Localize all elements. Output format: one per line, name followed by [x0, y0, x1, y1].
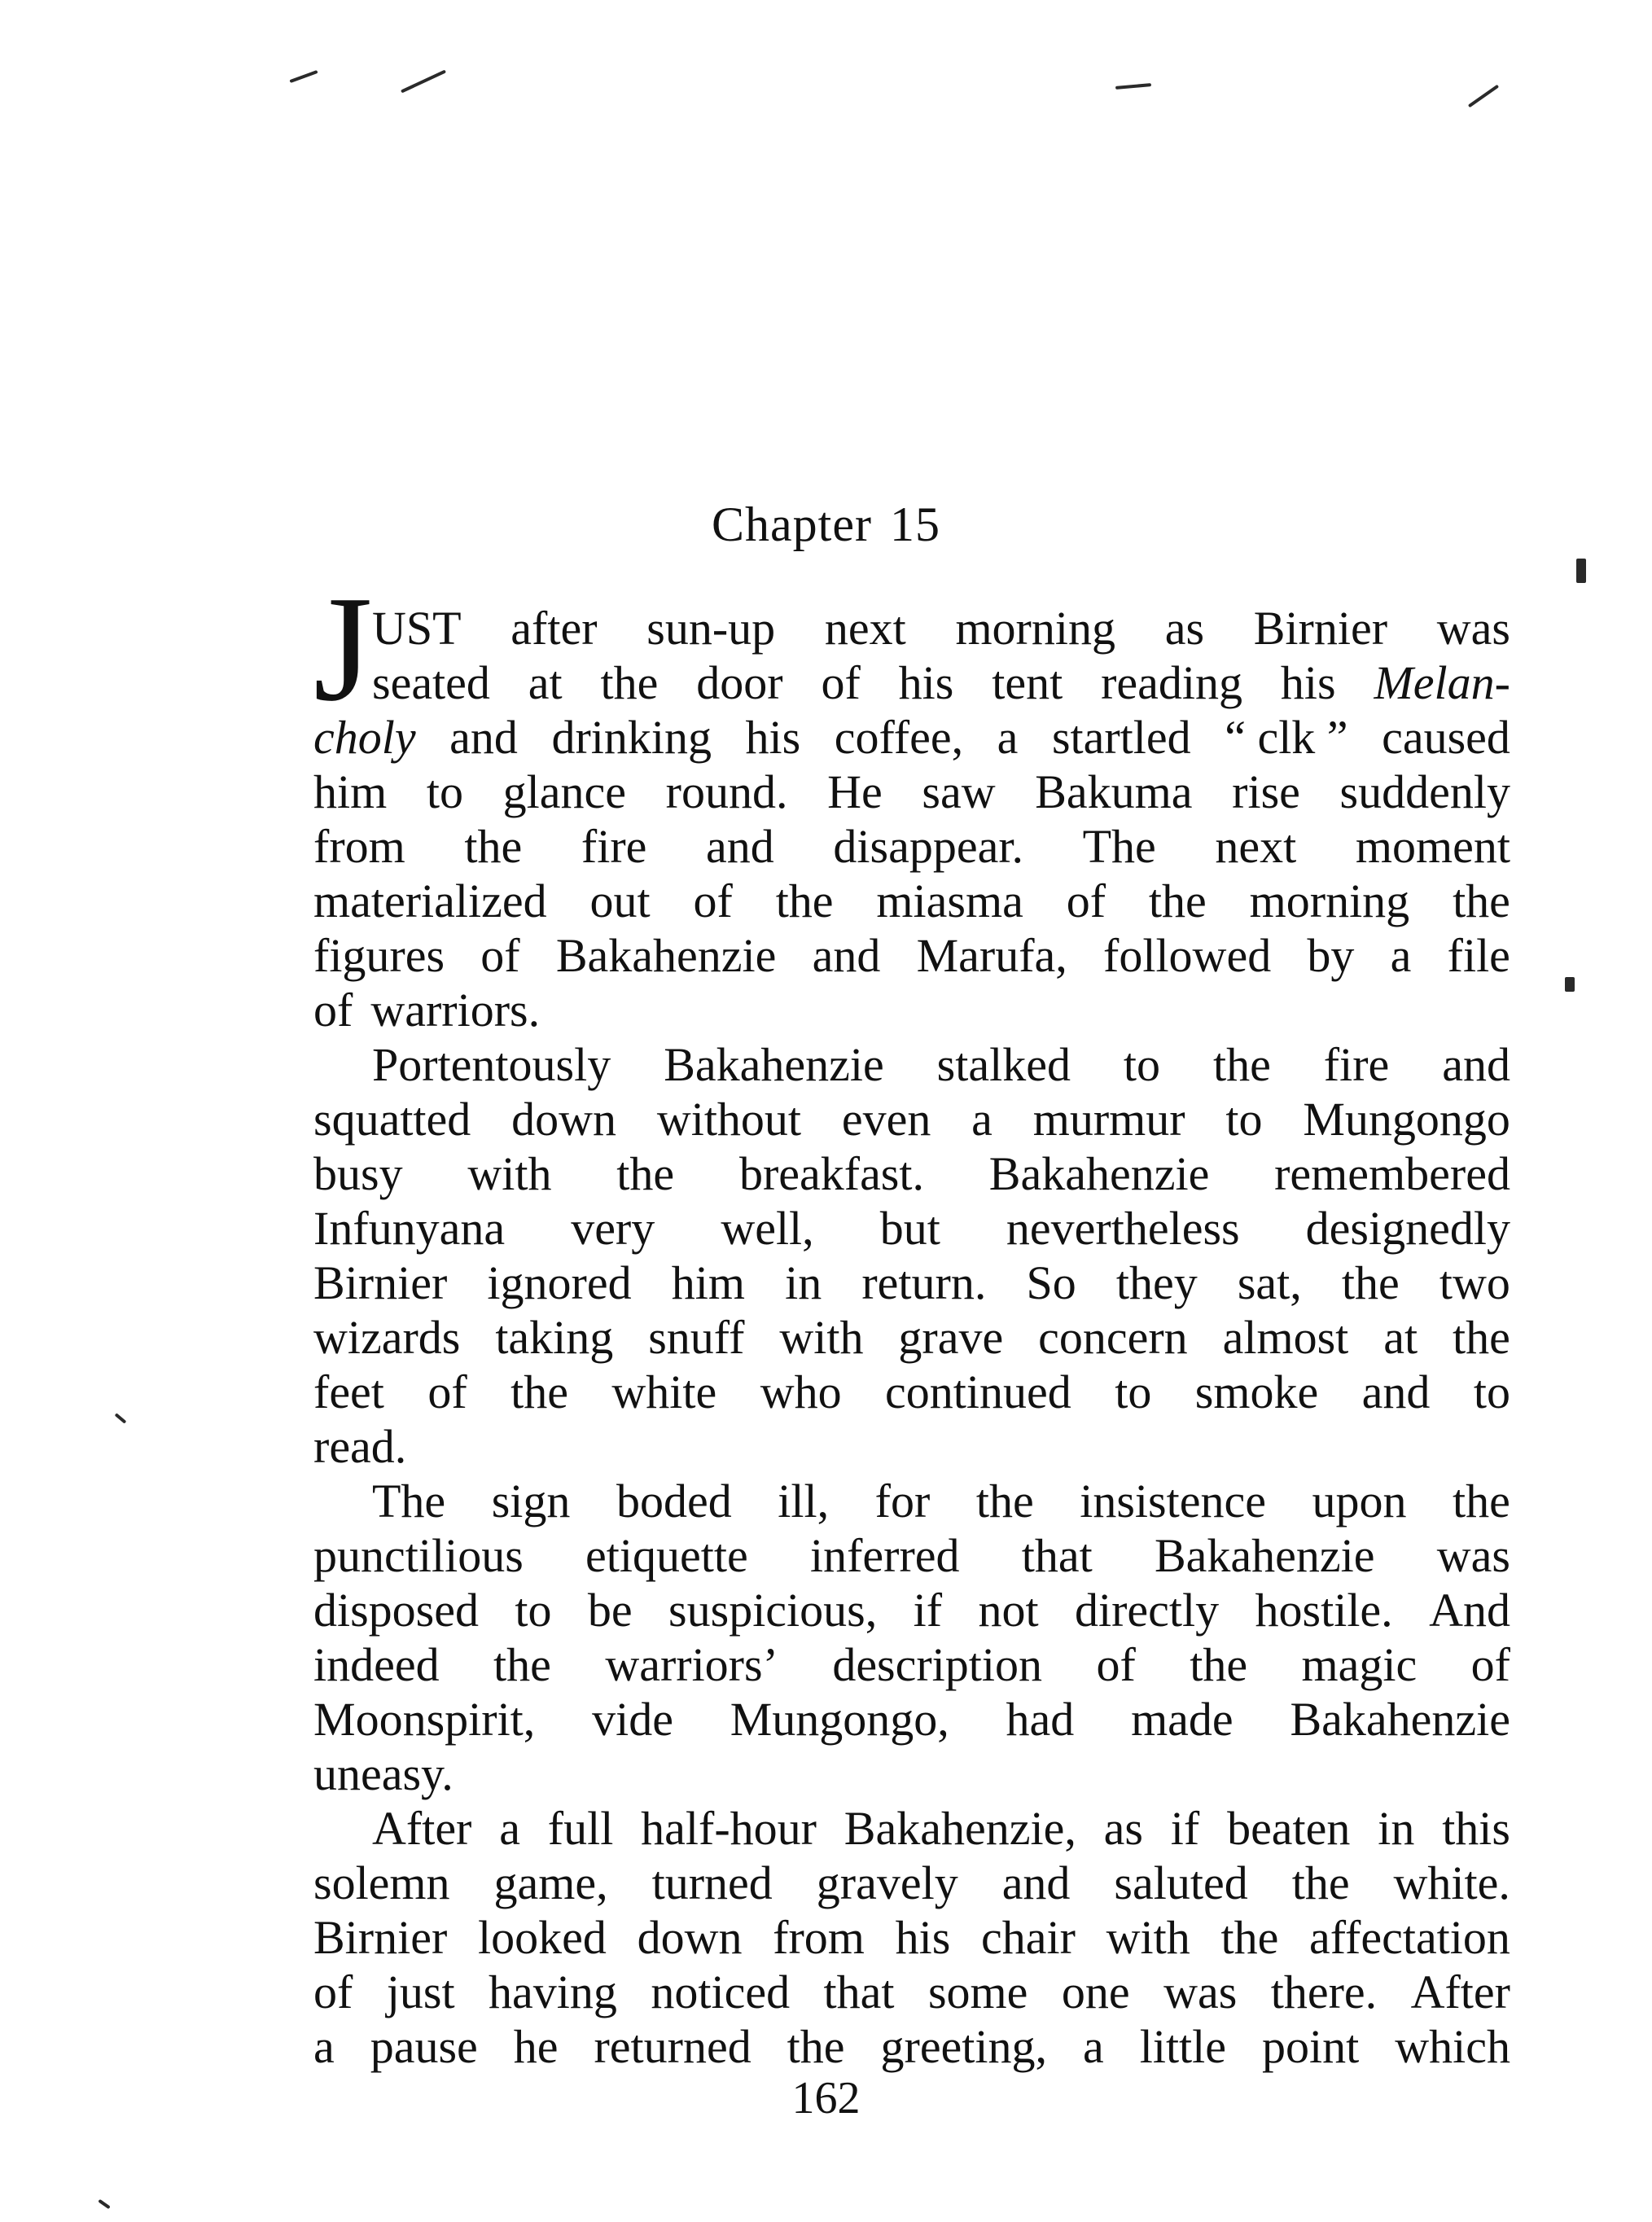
word: after: [510, 602, 598, 655]
word: one: [1061, 1966, 1130, 2018]
word: Birnier: [313, 1911, 448, 1964]
word: made: [1131, 1693, 1234, 1746]
text-line: [313, 710, 1510, 765]
text-line: [313, 1037, 1510, 1092]
word: they: [1115, 1256, 1198, 1309]
word: at: [1383, 1311, 1418, 1364]
word: rise: [1232, 765, 1300, 818]
word: a: [997, 711, 1019, 764]
word: greeting,: [880, 2020, 1048, 2073]
word: indeed: [313, 1638, 440, 1691]
word: the: [1220, 1911, 1279, 1964]
word: directly: [1074, 1584, 1220, 1637]
word: uneasy.: [313, 1747, 454, 1800]
word: the: [1212, 1038, 1271, 1091]
word: Marufa,: [916, 929, 1067, 982]
word: that: [1021, 1529, 1093, 1582]
word: having: [489, 1966, 617, 2018]
word: and: [1442, 1038, 1510, 1091]
word: etiquette: [585, 1529, 748, 1582]
word: murmur: [1032, 1093, 1185, 1146]
text-line: [313, 1474, 1510, 1528]
word: of: [480, 929, 520, 982]
word: inferred: [809, 1529, 960, 1582]
text-line: [313, 601, 1510, 655]
word: out: [589, 874, 651, 927]
word: the: [1148, 874, 1207, 927]
word: down: [511, 1093, 616, 1146]
word: by: [1307, 929, 1355, 982]
word: not: [978, 1584, 1039, 1637]
word: glance: [502, 765, 626, 818]
word: and: [812, 929, 881, 982]
scan-speck: [115, 1413, 127, 1423]
word: Bakahenzie: [664, 1038, 884, 1091]
word: the: [1190, 1638, 1248, 1691]
text-line: [313, 1910, 1510, 1965]
text-line: [313, 874, 1510, 928]
word: affectation: [1309, 1911, 1510, 1964]
word: of: [313, 984, 353, 1036]
word: the: [1453, 1475, 1510, 1527]
text-line: [313, 928, 1510, 983]
word: read.: [313, 1420, 407, 1473]
word: half-hour: [641, 1802, 817, 1855]
word: Bakahenzie: [1155, 1529, 1375, 1582]
scan-speck: [1565, 977, 1575, 992]
word: he: [513, 2020, 559, 2073]
text-line: [313, 1419, 1510, 1474]
word: and: [706, 820, 774, 873]
word: the: [775, 874, 834, 927]
word: and: [1001, 1856, 1071, 1909]
text-line: [313, 655, 1510, 710]
word: grave: [898, 1311, 1004, 1364]
word: punctilious: [313, 1529, 524, 1582]
word: the: [493, 1638, 551, 1691]
word: a: [1083, 2020, 1104, 2073]
word: sun-up: [646, 602, 776, 655]
word: sign: [491, 1475, 571, 1527]
word: of: [1066, 874, 1106, 927]
word: of: [427, 1365, 467, 1418]
word: insistence: [1080, 1475, 1266, 1527]
word: Moonspirit,: [313, 1693, 536, 1746]
text-line: [313, 1746, 1510, 1801]
text-line: [313, 1092, 1510, 1146]
word: door: [696, 656, 783, 709]
word: file: [1447, 929, 1510, 982]
scan-speck: [1576, 559, 1586, 583]
text-line: [313, 1528, 1510, 1583]
word: and: [449, 711, 518, 764]
word: squatted: [313, 1093, 471, 1146]
word: without: [656, 1093, 802, 1146]
word: continued: [885, 1365, 1071, 1418]
word: Melan-: [1374, 656, 1510, 709]
word: So: [1026, 1256, 1076, 1309]
word: Infunyana: [313, 1202, 506, 1255]
word: warriors’: [605, 1638, 778, 1691]
word: of: [821, 656, 861, 709]
word: to: [1123, 1038, 1161, 1091]
word: next: [1215, 820, 1297, 873]
word: to: [1473, 1365, 1510, 1418]
word: a: [499, 1802, 520, 1855]
word: was: [1436, 1529, 1510, 1582]
word: who: [760, 1365, 842, 1418]
word: Birnier: [1253, 602, 1388, 655]
word: fire: [581, 820, 647, 873]
word: solemn: [313, 1856, 450, 1909]
word: busy: [313, 1147, 403, 1200]
chapter-number: 15: [889, 497, 940, 551]
word: drinking: [551, 711, 712, 764]
word: and: [1361, 1365, 1431, 1418]
word: snuff: [648, 1311, 745, 1364]
word: the: [1453, 1311, 1510, 1364]
word: warriors.: [370, 984, 541, 1036]
text-line: [313, 1856, 1510, 1910]
word: nevertheless: [1006, 1202, 1240, 1255]
scan-speck: [1468, 85, 1499, 108]
word: which: [1395, 2020, 1510, 2073]
text-line: [313, 983, 1510, 1037]
word: a: [1390, 929, 1412, 982]
text-line: [313, 1146, 1510, 1201]
word: the: [1453, 874, 1510, 927]
word: of: [313, 1966, 353, 2018]
word: the: [1341, 1256, 1400, 1309]
word: to: [1115, 1365, 1152, 1418]
word: round.: [665, 765, 788, 818]
word: this: [1442, 1802, 1510, 1855]
word: just: [386, 1966, 455, 2018]
word: for: [874, 1475, 931, 1527]
word: down: [637, 1911, 743, 1964]
text-line: [313, 1637, 1510, 1692]
text-line: [313, 1801, 1510, 1856]
word: to: [1225, 1093, 1263, 1146]
word: some: [927, 1966, 1028, 2018]
word: ill,: [778, 1475, 830, 1527]
word: of: [693, 874, 733, 927]
word: concern: [1038, 1311, 1188, 1364]
text-line: [313, 1256, 1510, 1310]
text-line: [313, 1310, 1510, 1365]
word: saluted: [1114, 1856, 1248, 1909]
word: coffee,: [834, 711, 964, 764]
word: be: [587, 1584, 633, 1637]
word: Bakahenzie: [988, 1147, 1210, 1200]
word: After: [1410, 1966, 1510, 2018]
word: suspicious,: [668, 1584, 878, 1637]
word: noticed: [651, 1966, 791, 2018]
text-line: [313, 819, 1510, 874]
word: in: [785, 1256, 822, 1309]
word: the: [600, 656, 659, 709]
word: chair: [981, 1911, 1076, 1964]
word: breakfast.: [738, 1147, 924, 1200]
word: boded: [616, 1475, 732, 1527]
text-line: [313, 1965, 1510, 2019]
word: Bakahenzie: [555, 929, 777, 982]
word: And: [1429, 1584, 1510, 1637]
word: morning: [1249, 874, 1410, 927]
word: He: [827, 765, 883, 818]
word: the: [787, 2020, 845, 2073]
text-line: [313, 1201, 1510, 1256]
word: very: [571, 1202, 655, 1255]
word: vide: [592, 1693, 673, 1746]
word: with: [467, 1147, 552, 1200]
page-number: 162: [791, 2073, 861, 2123]
word: turned: [651, 1856, 773, 1909]
word: as: [1103, 1802, 1143, 1855]
word: moment: [1355, 820, 1510, 873]
chapter-label: Chapter: [712, 497, 872, 551]
word: wizards: [313, 1311, 461, 1364]
word: even: [841, 1093, 931, 1146]
word: gravely: [816, 1856, 958, 1909]
word: Bakahenzie,: [844, 1802, 1076, 1855]
word: sat,: [1237, 1256, 1302, 1309]
word: caused: [1382, 711, 1510, 764]
word: of: [1470, 1638, 1510, 1691]
word: stalked: [936, 1038, 1071, 1091]
word: materialized: [313, 874, 547, 927]
word: figures: [313, 929, 445, 982]
word: well,: [721, 1202, 814, 1255]
word: “ clk ”: [1225, 711, 1348, 764]
word: tent: [992, 656, 1063, 709]
word: to: [426, 765, 463, 818]
word: the: [616, 1147, 675, 1200]
word: miasma: [876, 874, 1023, 927]
word: taking: [495, 1311, 614, 1364]
scan-speck: [98, 2199, 110, 2209]
word: two: [1439, 1256, 1510, 1309]
word: almost: [1222, 1311, 1349, 1364]
word: was: [1436, 602, 1510, 655]
word: of: [1096, 1638, 1136, 1691]
word: white.: [1393, 1856, 1510, 1909]
word: little: [1139, 2020, 1227, 2073]
word: Bakahenzie: [1290, 1693, 1510, 1746]
text-line: [313, 2019, 1510, 2074]
body-text: [313, 601, 1510, 2074]
word: at: [528, 656, 563, 709]
word: if: [913, 1584, 943, 1637]
word: choly: [313, 711, 416, 764]
word: disappear.: [833, 820, 1023, 873]
word: saw: [922, 765, 996, 818]
word: him: [313, 765, 388, 818]
word: there.: [1270, 1966, 1378, 2018]
word: in: [1378, 1802, 1415, 1855]
scan-speck: [401, 70, 446, 94]
word: a: [313, 2020, 335, 2073]
word: remembered: [1274, 1147, 1510, 1200]
word: suddenly: [1339, 765, 1510, 818]
scan-speck: [1115, 83, 1151, 90]
word: return.: [861, 1256, 987, 1309]
word: his: [895, 1911, 951, 1964]
word: full: [547, 1802, 614, 1855]
word: The: [1082, 820, 1156, 873]
word: UST: [372, 602, 462, 655]
word: magic: [1301, 1638, 1418, 1691]
word: the: [975, 1475, 1034, 1527]
text-line: [313, 1692, 1510, 1746]
scan-speck: [289, 70, 318, 83]
word: feet: [313, 1365, 384, 1418]
word: followed: [1103, 929, 1272, 982]
word: upon: [1312, 1475, 1407, 1527]
word: the: [1291, 1856, 1350, 1909]
word: his: [745, 711, 801, 764]
word: returned: [594, 2020, 752, 2073]
word: white: [611, 1365, 717, 1418]
drop-cap: J: [313, 565, 373, 733]
text-line: [313, 1583, 1510, 1637]
word: next: [824, 602, 906, 655]
word: from: [773, 1911, 865, 1964]
word: ignored: [487, 1256, 632, 1309]
word: to: [515, 1584, 552, 1637]
chapter-heading: [0, 497, 1652, 553]
text-line: [313, 1365, 1510, 1419]
word: had: [1006, 1693, 1075, 1746]
word: Mungongo,: [730, 1693, 949, 1746]
word: him: [671, 1256, 745, 1309]
word: pause: [370, 2020, 478, 2073]
word: Mungongo: [1303, 1093, 1510, 1146]
word: point: [1262, 2020, 1360, 2073]
word: the: [464, 820, 523, 873]
word: a: [971, 1093, 993, 1146]
word: smoke: [1194, 1365, 1319, 1418]
word: designedly: [1305, 1202, 1510, 1255]
word: the: [510, 1365, 568, 1418]
word: but: [879, 1202, 940, 1255]
word: with: [779, 1311, 864, 1364]
word: that: [823, 1966, 895, 2018]
word: beaten: [1227, 1802, 1351, 1855]
word: game,: [493, 1856, 608, 1909]
word: his: [1280, 656, 1336, 709]
word: as: [1164, 602, 1205, 655]
word: disposed: [313, 1584, 479, 1637]
word: Bakuma: [1035, 765, 1193, 818]
word: hostile.: [1255, 1584, 1393, 1637]
word: with: [1106, 1911, 1190, 1964]
word: if: [1170, 1802, 1200, 1855]
text-line: [313, 765, 1510, 819]
word: Birnier: [313, 1256, 448, 1309]
word: Portentously: [372, 1038, 611, 1091]
word: description: [832, 1638, 1043, 1691]
word: After: [372, 1802, 472, 1855]
word: looked: [478, 1911, 607, 1964]
word: fire: [1323, 1038, 1390, 1091]
word: reading: [1101, 656, 1243, 709]
word: seated: [372, 656, 490, 709]
word: startled: [1051, 711, 1191, 764]
word: The: [372, 1475, 446, 1527]
word: his: [898, 656, 954, 709]
word: was: [1163, 1966, 1238, 2018]
word: morning: [955, 602, 1115, 655]
word: from: [313, 820, 405, 873]
